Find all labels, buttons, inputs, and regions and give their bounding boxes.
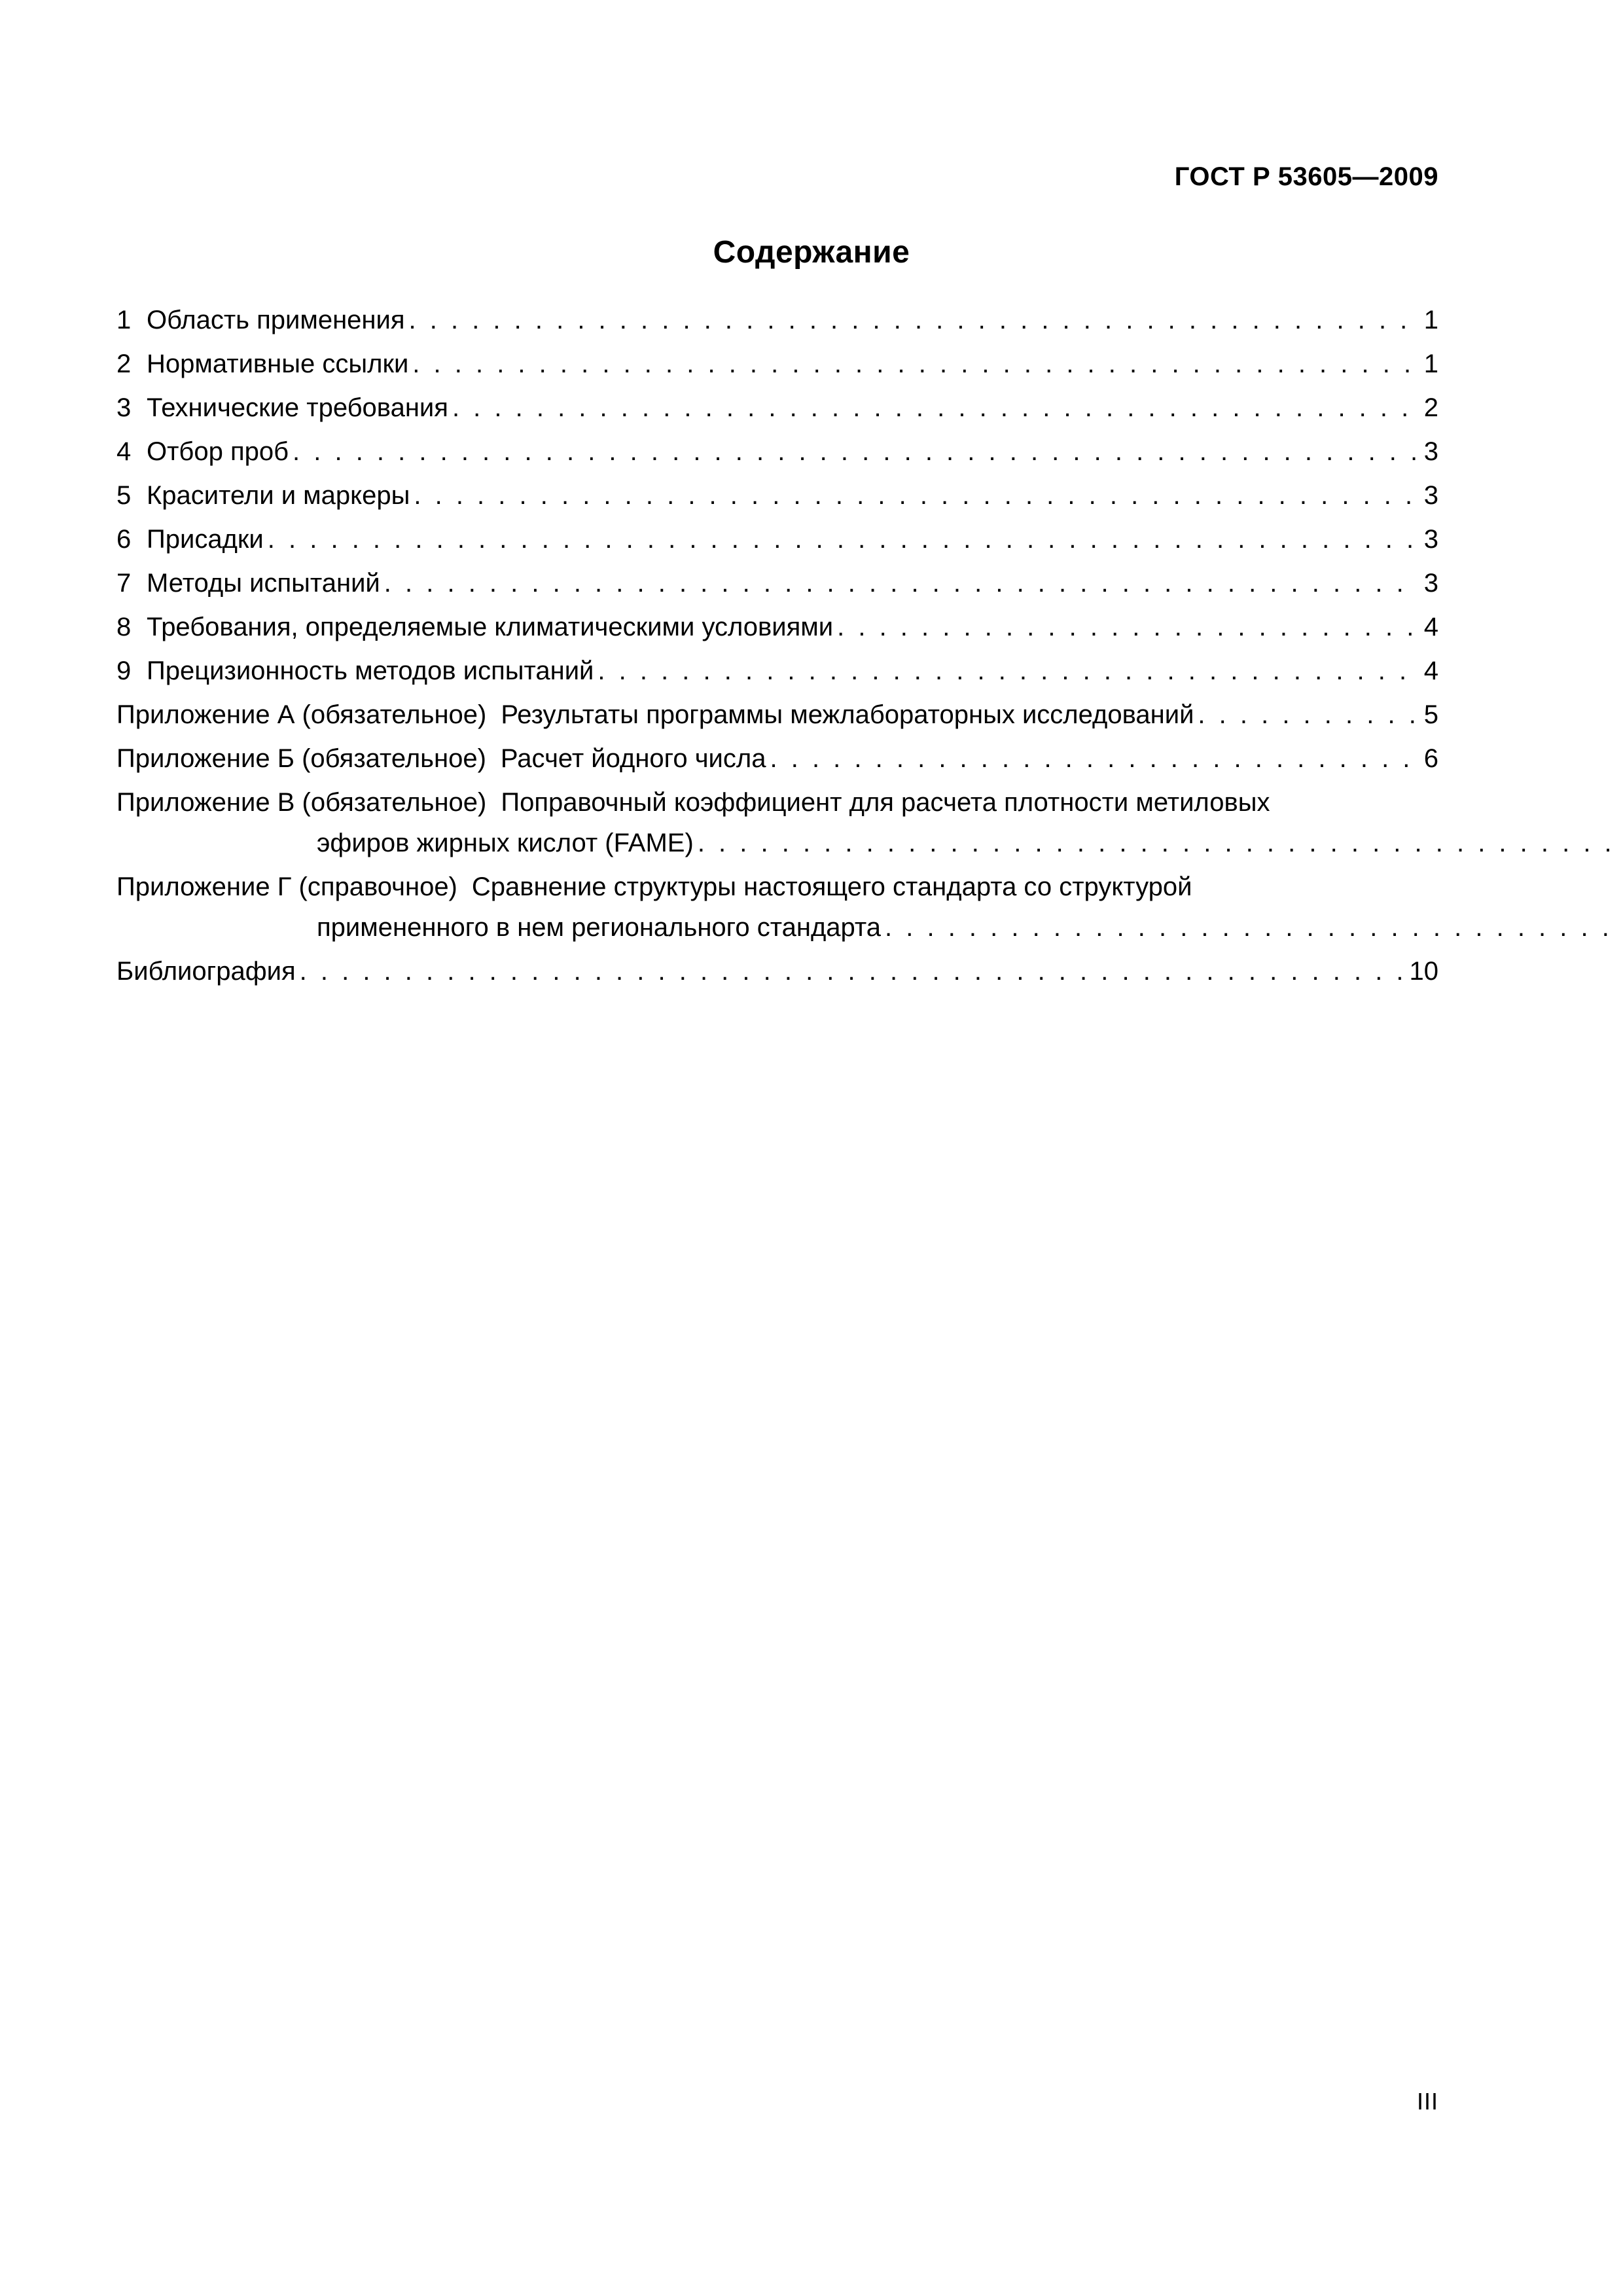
toc-appendix-prefix: Приложение А (обязательное): [116, 700, 487, 729]
toc-section-number: 4: [116, 437, 132, 466]
dot-leader: [448, 387, 1419, 428]
toc-page-number: 2: [1423, 393, 1438, 422]
toc-entry-section-1[interactable]: [116, 300, 1438, 340]
toc-section-label: Методы испытаний: [147, 569, 380, 598]
dot-leader: [410, 475, 1418, 516]
toc-entry-section-6[interactable]: [116, 519, 1438, 560]
toc-appendix-prefix: Приложение В (обязательное): [116, 788, 487, 817]
toc-page-number: 6: [1423, 744, 1438, 773]
toc-page-number: [1619, 907, 1623, 948]
toc-entry-section-2[interactable]: [116, 344, 1438, 384]
dot-leader: [766, 738, 1419, 779]
toc-page-number: 1: [1423, 350, 1438, 378]
toc-page-number: [1619, 823, 1623, 863]
dot-leader: [289, 431, 1419, 472]
toc-page-number: 3: [1423, 525, 1438, 554]
dot-leader: [405, 300, 1419, 340]
toc-page-number: 4: [1423, 656, 1438, 685]
toc-appendix-title: Расчет йодного числа: [500, 744, 766, 773]
toc-entry-bibliography[interactable]: [116, 951, 1438, 992]
toc-section-number: 6: [116, 525, 132, 554]
toc-page-number: 1: [1423, 306, 1438, 334]
toc-entry-section-5[interactable]: [116, 475, 1438, 516]
toc-entry-appendix-v[interactable]: [116, 782, 1438, 863]
toc-section-number: 2: [116, 350, 132, 378]
toc-entry-section-9[interactable]: [116, 651, 1438, 691]
toc-section-label: Красители и маркеры: [147, 481, 410, 510]
dot-leader: [833, 607, 1419, 647]
toc-section-number: 7: [116, 569, 132, 598]
toc-page-number: 3: [1423, 481, 1438, 510]
dot-leader: [1194, 694, 1418, 735]
toc-entry-appendix-b[interactable]: [116, 738, 1438, 779]
toc-appendix-prefix: Приложение Б (обязательное): [116, 744, 486, 773]
toc-page-number: 5: [1423, 700, 1438, 729]
toc-page-number: 4: [1423, 613, 1438, 641]
toc-appendix-title-line1: Сравнение структуры настоящего стандарта со структурой: [471, 872, 1192, 901]
page-number: III: [1416, 2088, 1438, 2115]
toc-appendix-title-line2: примененного в нем регионального стандарта: [317, 913, 882, 942]
toc-section-label: Отбор проб: [147, 437, 289, 466]
toc-appendix-title-line1: Поправочный коэффициент для расчета плотности метиловых: [501, 788, 1270, 817]
toc-section-label: Прецизионность методов испытаний: [147, 656, 594, 685]
document-code: ГОСТ Р 53605—2009: [1174, 162, 1438, 191]
toc-appendix-title: Результаты программы межлабораторных исследований: [501, 700, 1194, 729]
dot-leader: [296, 951, 1404, 992]
table-of-contents: [116, 300, 1438, 995]
toc-section-number: 3: [116, 393, 132, 422]
toc-appendix-title-line2: эфиров жирных кислот (FAME): [317, 829, 694, 857]
toc-section-number: 8: [116, 613, 132, 641]
dot-leader: [380, 563, 1419, 603]
toc-entry-appendix-a[interactable]: [116, 694, 1438, 735]
dot-leader: [881, 907, 1619, 948]
toc-entry-section-8[interactable]: [116, 607, 1438, 647]
toc-page-number: 3: [1423, 437, 1438, 466]
toc-entry-section-3[interactable]: [116, 387, 1438, 428]
toc-section-number: 5: [116, 481, 132, 510]
dot-leader: [264, 519, 1419, 560]
toc-bibliography-label: Библиография: [116, 957, 296, 986]
toc-section-number: 9: [116, 656, 132, 685]
toc-entry-appendix-g[interactable]: [116, 867, 1438, 948]
toc-section-number: 1: [116, 306, 132, 334]
dot-leader: [408, 344, 1418, 384]
toc-section-label: Технические требования: [147, 393, 448, 422]
toc-entry-section-7[interactable]: [116, 563, 1438, 603]
toc-appendix-prefix: Приложение Г (справочное): [116, 872, 457, 901]
toc-section-label: Присадки: [147, 525, 264, 554]
toc-page-number: 10: [1409, 957, 1438, 986]
dot-leader: [594, 651, 1418, 691]
toc-entry-section-4[interactable]: [116, 431, 1438, 472]
toc-title: Содержание: [713, 235, 910, 270]
toc-section-label: Область применения: [147, 306, 405, 334]
toc-page-number: 3: [1423, 569, 1438, 598]
dot-leader: [694, 823, 1619, 863]
toc-section-label: Требования, определяемые климатическими условиями: [147, 613, 834, 641]
toc-section-label: Нормативные ссылки: [147, 350, 409, 378]
